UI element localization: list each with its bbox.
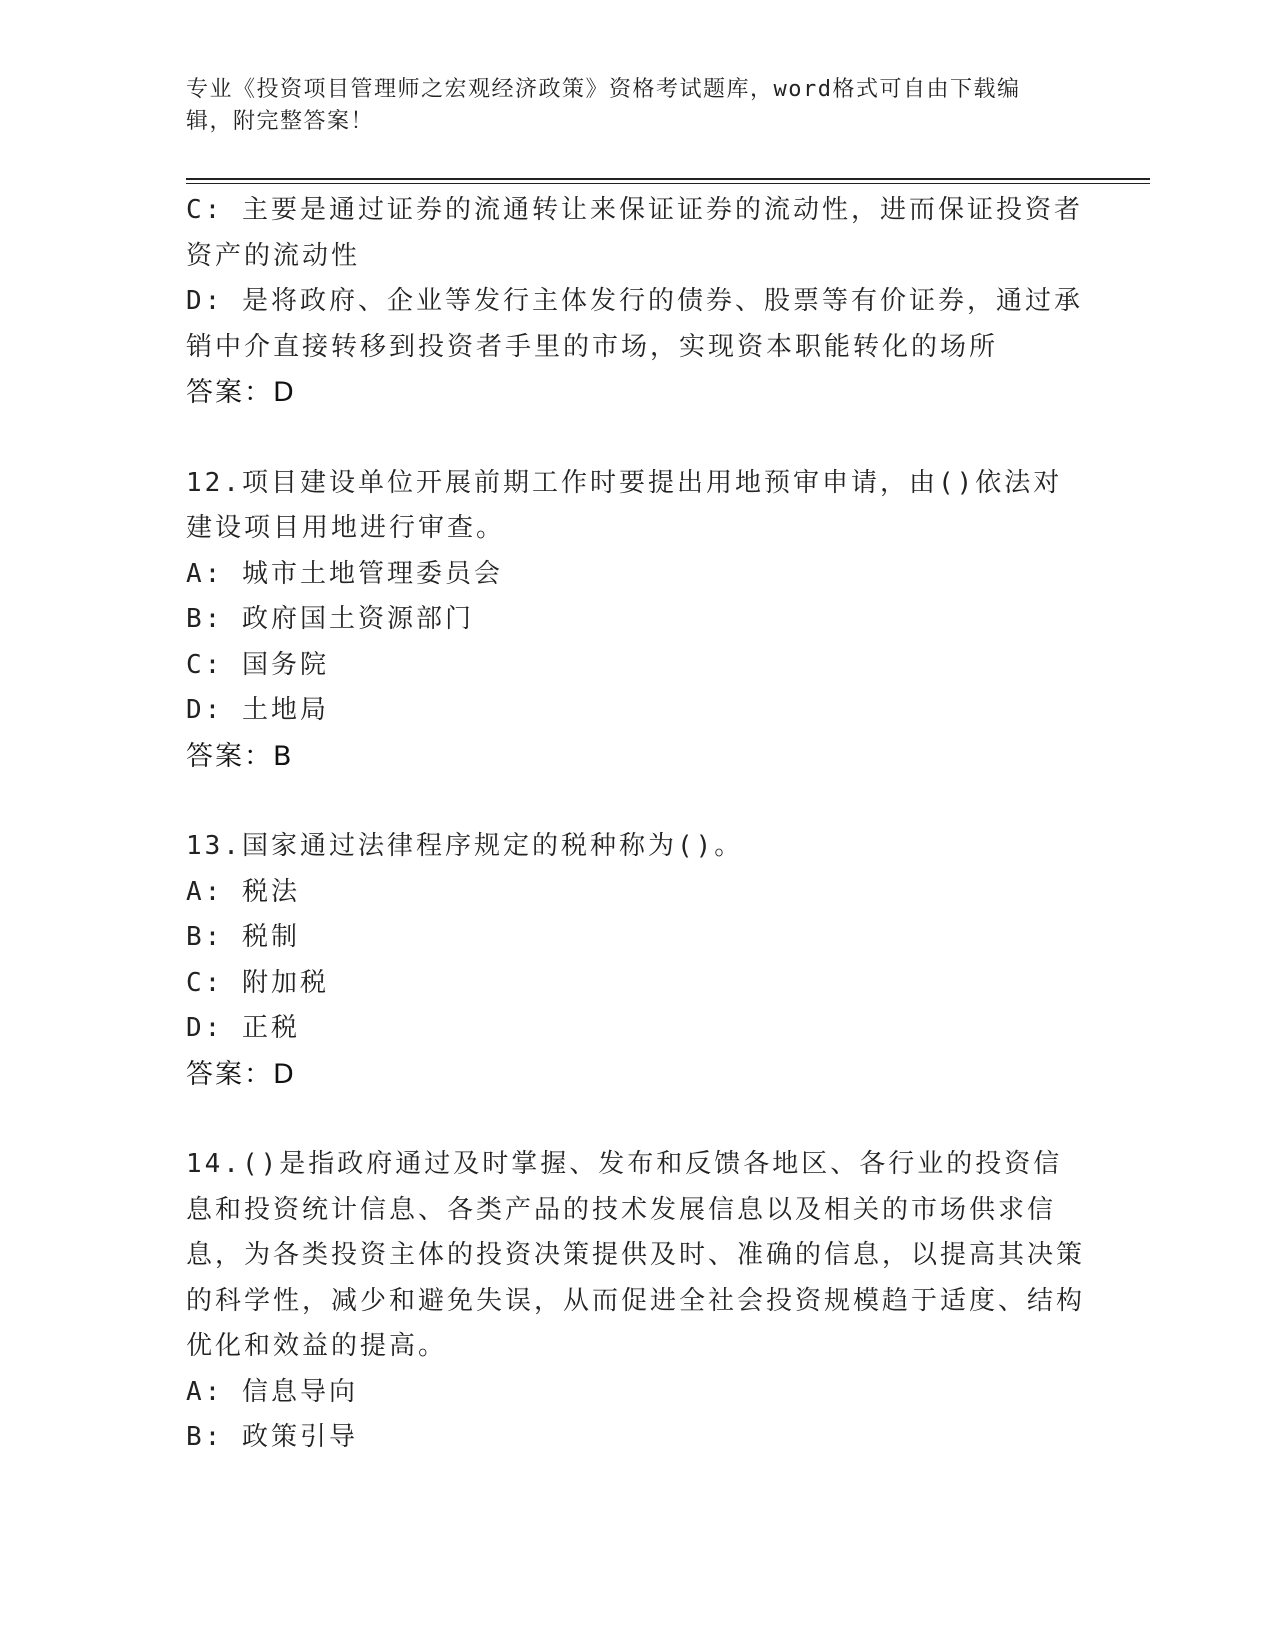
option-list — [186, 1370, 1086, 1461]
question-13 — [186, 824, 1086, 1097]
spacer — [186, 779, 1086, 824]
question-11-continued — [186, 188, 1086, 416]
option-list — [186, 188, 1086, 370]
option-a: A: 税法 — [186, 876, 300, 907]
answer-line: 答案：D — [186, 1058, 296, 1090]
question-stem: 14.()是指政府通过及时掌握、发布和反馈各地区、各行业的投资信息和投资统计信息、各类产品的技术发展信息以及相关的市场供求信息，为各类投资主体的投资决策提供及时、准确的信息，以提高其决策的科学性，减少和避免失误，从而促进全社会投资规模趋于适度、结构优化和效益的提高。 — [186, 1149, 1086, 1361]
option-d: D: 土地局 — [186, 695, 329, 725]
header-title: 专业《投资项目管理师之宏观经济政策》资格考试题库，word格式可自由下载编辑，附完整答案！ — [186, 77, 1021, 134]
question-stem: 12.项目建设单位开展前期工作时要提出用地预审申请，由()依法对建设项目用地进行审查。 — [186, 467, 1063, 543]
option-d: D: 正税 — [186, 1013, 300, 1043]
option-a: A: 城市土地管理委员会 — [186, 558, 503, 589]
option-b: B: 税制 — [186, 922, 300, 952]
page-header — [186, 74, 1066, 138]
option-b: B: 政府国土资源部门 — [186, 604, 474, 634]
option-list — [186, 870, 1086, 1052]
option-d: D: 是将政府、企业等发行主体发行的债券、股票等有价证券，通过承销中介直接转移到投资者手里的市场，实现资本职能转化的场所 — [186, 286, 1083, 362]
question-12 — [186, 461, 1086, 780]
option-c: C: 国务院 — [186, 649, 329, 680]
option-list — [186, 552, 1086, 734]
answer-line: 答案：B — [186, 740, 294, 772]
question-content — [186, 188, 1086, 1461]
question-stem: 13.国家通过法律程序规定的税种称为()。 — [186, 831, 744, 861]
option-c: C: 主要是通过证券的流通转让来保证证券的流动性，进而保证投资者资产的流动性 — [186, 195, 1083, 271]
header-divider — [186, 178, 1150, 184]
spacer — [186, 416, 1086, 461]
spacer — [186, 1097, 1086, 1142]
answer-line: 答案：D — [186, 377, 296, 408]
option-b: B: 政策引导 — [186, 1422, 358, 1452]
option-c: C: 附加税 — [186, 967, 329, 998]
option-a: A: 信息导向 — [186, 1376, 358, 1407]
question-14 — [186, 1142, 1086, 1461]
